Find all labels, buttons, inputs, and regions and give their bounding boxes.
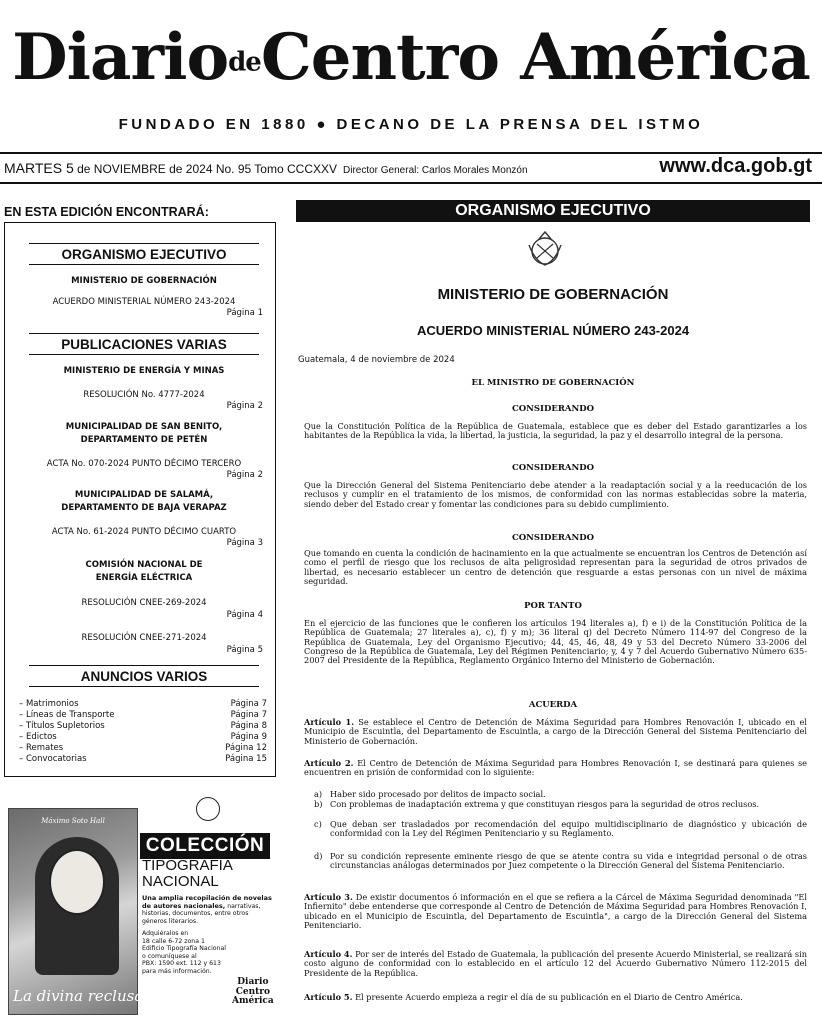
index-ministry: MINISTERIO DE GOBERNACIÓN bbox=[71, 276, 217, 286]
ministry-title: MINISTERIO DE GOBERNACIÓN bbox=[437, 286, 669, 303]
index-doc[interactable]: RESOLUCIÓN No. 4777-2024 bbox=[83, 390, 205, 400]
index-doc[interactable]: RESOLUCIÓN CNEE-271-2024 bbox=[81, 633, 207, 643]
book-cover bbox=[8, 808, 144, 1015]
por-tanto-text: En el ejercicio de las funciones que le confieren los artículos 194 literales a), f) e i) de la Constitución Política de la República de Guatemala; 27 literales a), c), f) y m); 36 literal q) del Decreto Número 114-97 del Congreso de la República de Guatemala, Ley del Organismo Ejecutivo; 44, 45, 46, 48, 49 y 53 del Decreto Número 33-2006 del Congreso de la República de Guatemala, Ley del Régimen Penitenciario; y, 4 y 7 del Acuerdo Gubernativo Número 635-2007 del Presidente de la República, Reglamento Orgánico Interno del Ministerio de Gobernación. bbox=[304, 618, 807, 666]
index-page: Página 1 bbox=[226, 308, 263, 318]
book-title: La divina reclusa bbox=[13, 987, 144, 1005]
index-doc[interactable]: RESOLUCIÓN CNEE-269-2024 bbox=[81, 598, 207, 608]
index-section-anuncios: ANUNCIOS VARIOS bbox=[29, 665, 259, 687]
considerando-1: Que la Constitución Política de la República de Guatemala, establece que es deber del Estado garantizarles a los habitantes de la República la vida, la libertad, la justicia, la seguridad, la paz y el desarrollo integral de la persona. bbox=[304, 421, 807, 441]
article-1: Artículo 1. Se establece el Centro de Detención de Máxima Seguridad para Hombres Renovación I, ubicado en el Municipio de Escuintla, del Departamento de Escuintla, a cargo de la Dirección General del Sistema Penitenciario del Ministerio de Gobernación. bbox=[304, 717, 808, 746]
considerando-heading: CONSIDERANDO bbox=[511, 463, 595, 473]
ad-coleccion: COLECCIÓN bbox=[140, 833, 270, 859]
index-page: Página 5 bbox=[226, 645, 263, 655]
index-ministry: COMISIÓN NACIONAL DE ENERGÍA ELÉCTRICA bbox=[85, 560, 203, 583]
por-tanto-heading: POR TANTO bbox=[524, 601, 582, 611]
edition-info: MARTES 5 de NOVIEMBRE de 2024 No. 95 Tomo CCCXXV Director General: Carlos Morales Monzón bbox=[4, 160, 528, 176]
index-ministry: MUNICIPALIDAD DE SALAMÁ, DEPARTAMENTO DE BAJA VERAPAZ bbox=[61, 490, 227, 513]
index-box bbox=[4, 222, 276, 777]
list-item[interactable]: – Remates Página 12 bbox=[19, 743, 267, 753]
index-doc[interactable]: ACTA No. 61-2024 PUNTO DÉCIMO CUARTO bbox=[51, 527, 237, 537]
acuerda-heading: ACUERDA bbox=[528, 700, 578, 710]
index-ministry: MINISTERIO DE ENERGÍA Y MINAS bbox=[63, 366, 225, 376]
acuerdo-title: ACUERDO MINISTERIAL NÚMERO 243-2024 bbox=[416, 323, 690, 338]
coat-of-arms-icon bbox=[523, 227, 567, 271]
list-item[interactable]: – Líneas de Transporte Página 7 bbox=[19, 710, 267, 720]
list-item: a) Haber sido procesado por delitos de impacto social. bbox=[314, 789, 546, 799]
ad-description: Una amplia recopilación de novelas de autores nacionales, narrativas, historias, documentos, entre otros géneros literarios. bbox=[142, 894, 272, 925]
list-item[interactable]: – Convocatorias Página 15 bbox=[19, 754, 267, 764]
considerando-3: Que tomando en cuenta la condición de hacinamiento en la que actualmente se encuentran los Centros de Detención así como el perfil de riesgo que los reclusos de alta peligrosidad representan para la seguridad de otros privados de libertad, es necesario establecer un centro de detención que resguarde a estas personas con un nivel de máxima seguridad. bbox=[304, 548, 807, 586]
place-date: Guatemala, 4 de noviembre de 2024 bbox=[298, 355, 455, 365]
nun-face-illustration bbox=[49, 849, 105, 915]
tagline: FUNDADO EN 1880 ● DECANO DE LA PRENSA DEL ISTMO bbox=[118, 116, 704, 133]
index-doc[interactable]: ACUERDO MINISTERIAL NÚMERO 243-2024 bbox=[52, 297, 236, 307]
list-item: c) Que deban ser trasladados por recomendación del equipo multidisciplinario de diagnóstico y ubicación de conformidad con la Ley del Régimen Penitenciario y su Reglamento. bbox=[314, 819, 807, 839]
index-page: Página 2 bbox=[226, 401, 263, 411]
masthead bbox=[0, 10, 822, 110]
index-heading: EN ESTA EDICIÓN ENCONTRARÁ: bbox=[4, 205, 209, 219]
article-3: Artículo 3. De existir documentos ó información en el que se refiera a la Cárcel de Máxima Seguridad denominada "El Infiernito" debe entenderse que corresponde al Centro de Detención de Máxima Seguridad para Hombres Renovación I, ubicado en el Municipio de Escuintla, del Departamento de Escuintla", a cargo de la Dirección General del Sistema Penitenciario. bbox=[304, 892, 808, 930]
index-page: Página 2 bbox=[226, 470, 263, 480]
seal-icon bbox=[196, 797, 220, 821]
index-section-organismo: ORGANISMO EJECUTIVO bbox=[29, 243, 259, 265]
list-item[interactable]: – Edictos Página 9 bbox=[19, 732, 267, 742]
list-item[interactable]: – Matrimonios Página 7 bbox=[19, 699, 267, 709]
article-5: Artículo 5. El presente Acuerdo empieza a regir el día de su publicación en el Diario de Centro América. bbox=[304, 992, 743, 1002]
dateline-bar bbox=[0, 152, 822, 184]
index-page: Página 4 bbox=[226, 610, 263, 620]
list-item: b) Con problemas de inadaptación extrema y que constituyan riesgos para la seguridad de otros reclusos. bbox=[314, 799, 760, 809]
index-section-publicaciones: PUBLICACIONES VARIAS bbox=[29, 333, 259, 355]
considerando-heading: CONSIDERANDO bbox=[511, 533, 595, 543]
index-page: Página 3 bbox=[226, 538, 263, 548]
ad-contact: Adquiéralos en 18 calle 6-72 zona 1 Edificio Tipografía Nacional o comuníquese al PBX: 1590 ext. 112 y 613 para más información. bbox=[142, 930, 227, 975]
ad-subtitle: TIPOGRAFÍA NACIONAL bbox=[142, 857, 233, 890]
list-item: d) Por su condición represente eminente riesgo de que se atente contra su vida e integridad personal o de otras circunstancias análogas determinados por Juez competente o la Dirección General del Sistema Penitenciario. bbox=[314, 851, 807, 871]
website-link[interactable]: www.dca.gob.gt bbox=[659, 155, 812, 177]
section-banner: ORGANISMO EJECUTIVO bbox=[296, 200, 810, 222]
newspaper-title: DiariodeCentro América bbox=[12, 20, 810, 95]
article-2: Artículo 2. El Centro de Detención de Máxima Seguridad para Hombres Renovación I, se destinará para quienes se encuentren en prisión de conformidad con lo siguiente: bbox=[304, 758, 807, 778]
index-ministry: MUNICIPALIDAD DE SAN BENITO, DEPARTAMENTO DE PETÉN bbox=[65, 422, 223, 445]
minister-heading: EL MINISTRO DE GOBERNACIÓN bbox=[471, 378, 635, 388]
ad-dca-logo: Diario Centro América bbox=[232, 977, 274, 1006]
considerando-heading: CONSIDERANDO bbox=[511, 404, 595, 414]
considerando-2: Que la Dirección General del Sistema Penitenciario debe atender a la readaptación social y a la reeducación de los reclusos y cumplir en el tratamiento de los mismos, de conformidad con las normas establecidas sobre la materia, siendo deber del Estado crear y fomentar las condiciones para su debido cumplimiento. bbox=[304, 480, 807, 509]
article-4: Artículo 4. Por ser de interés del Estado de Guatemala, la publicación del presente Acuerdo Ministerial, se realizará sin costo alguno de conformidad con lo establecido en el artículo 12 del Acuerdo Gubernativo Número 112-2015 del Presidente de la República. bbox=[304, 949, 807, 978]
list-item[interactable]: – Títulos Supletorios Página 8 bbox=[19, 721, 267, 731]
index-doc[interactable]: ACTA No. 070-2024 PUNTO DÉCIMO TERCERO bbox=[46, 459, 242, 469]
book-author: Máximo Soto Hall bbox=[41, 817, 105, 825]
